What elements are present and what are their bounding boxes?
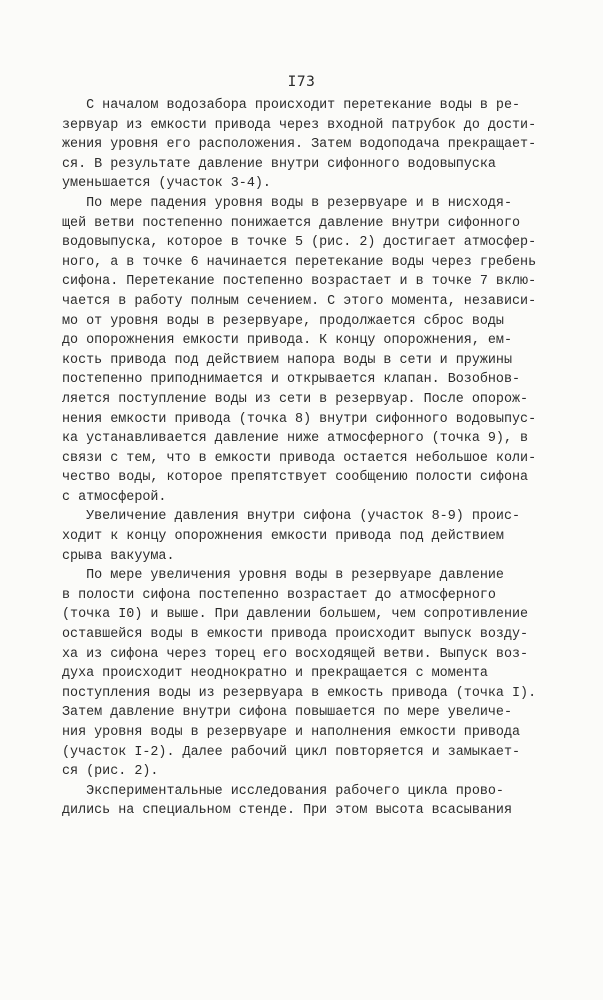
text-line: мо от уровня воды в резервуаре, продолжается сброс воды <box>62 313 504 329</box>
text-line: связи с тем, что в емкости привода остается небольшое коли- <box>62 450 537 466</box>
text-line: духа происходит неоднократно и прекращается с момента <box>62 666 488 682</box>
text-line: чество воды, которое препятствует сообщению полости сифона <box>62 470 529 486</box>
text-line: С началом водозабора происходит перетекание воды в ре- <box>62 98 521 113</box>
text-line: кость привода под действием напора воды в сети и пружины <box>62 352 512 368</box>
body-text <box>62 96 582 821</box>
text-line: По мере увеличения уровня воды в резервуаре давление <box>62 568 504 584</box>
page-number: I73 <box>287 74 316 90</box>
text-line: водовыпуска, которое в точке 5 (рис. 2) достигает атмосфер- <box>62 235 537 251</box>
text-line: оставшейся воды в емкости привода происходит выпуск возду- <box>62 627 529 643</box>
text-line: Увеличение давления внутри сифона (участок 8-9) проис- <box>62 509 521 525</box>
text-line: ка устанавливается давление ниже атмосферного (точка 9), в <box>62 431 529 447</box>
text-line: (участок I-2). Далее рабочий цикл повторяется и замыкает- <box>62 744 521 760</box>
text-line: срыва вакуума. <box>62 548 175 564</box>
text-line: ляется поступление воды из сети в резервуар. После опорож- <box>62 391 529 407</box>
text-line: дились на специальном стенде. При этом высота всасывания <box>62 803 512 819</box>
text-line: с атмосферой. <box>62 489 167 505</box>
text-line: ся (рис. 2). <box>62 764 159 780</box>
text-line: чается в работу полным сечением. С этого момента, независи- <box>62 293 537 309</box>
text-line: жения уровня его расположения. Затем водоподача прекращает- <box>62 137 537 153</box>
text-line: нения емкости привода (точка 8) внутри сифонного водовыпус- <box>62 411 537 427</box>
text-line: до опорожнения емкости привода. К концу опорожнения, ем- <box>62 333 512 349</box>
text-line: зервуар из емкости привода через входной патрубок до дости- <box>62 117 537 133</box>
text-line: щей ветви постепенно понижается давление внутри сифонного <box>62 215 521 231</box>
text-line: ния уровня воды в резервуаре и наполнения емкости привода <box>62 725 521 740</box>
text-line: ха из сифона через торец его восходящей ветви. Выпуск воз- <box>62 646 529 662</box>
text-line: уменьшается (участок 3-4). <box>62 176 271 192</box>
text-line: ся. В результате давление внутри сифонного водовыпуска <box>62 156 496 172</box>
text-line: Экспериментальные исследования рабочего цикла прово- <box>62 783 504 799</box>
text-line: По мере падения уровня воды в резервуаре и в нисходя- <box>62 195 512 211</box>
text-line: ного, а в точке 6 начинается перетекание воды через гребень <box>62 254 537 270</box>
text-line: сифона. Перетекание постепенно возрастает и в точке 7 вклю- <box>62 274 537 290</box>
text-line: Затем давление внутри сифона повышается по мере увеличе- <box>62 705 512 721</box>
text-line: поступления воды из резервуара в емкость привода (точка I). <box>62 685 537 701</box>
text-line: ходит к концу опорожнения емкости привода под действием <box>62 529 504 545</box>
text-line: (точка I0) и выше. При давлении большем, чем сопротивление <box>62 607 529 623</box>
text-line: постепенно приподнимается и открывается клапан. Возобнов- <box>62 372 521 388</box>
text-line: в полости сифона постепенно возрастает до атмосферного <box>62 587 496 603</box>
